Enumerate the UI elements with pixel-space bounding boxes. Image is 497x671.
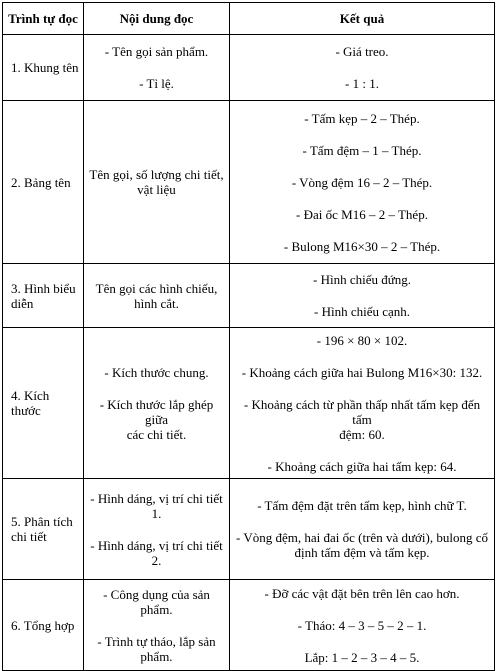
table-row (3, 479, 495, 580)
content-cell (84, 35, 230, 101)
header-row (3, 3, 495, 35)
result-line: - Bulong M16×30 – 2 – Thép. (283, 238, 441, 254)
step-text: diễn (11, 295, 34, 311)
result-line: - Khoảng cách từ phần thấp nhất tấm kẹp đến tấm (243, 396, 481, 427)
result-cell (230, 264, 495, 328)
result-line: - Giá treo. (335, 44, 389, 59)
result-line: - Hình chiếu cạnh. (313, 304, 411, 319)
result-line: - Tháo: 4 – 3 – 5 – 2 – 1. (297, 617, 427, 633)
result-line: - Khoảng cách giữa hai tấm kẹp: 64. (267, 458, 457, 474)
result-cell (230, 580, 495, 671)
content-line: - Tên gọi sản phẩm. (104, 44, 209, 59)
table-row (3, 264, 495, 328)
content-line: vật liệu (137, 182, 176, 197)
result-line: - Tấm đệm – 1 – Thép. (302, 142, 422, 158)
result-line: - Vòng đệm, hai đai ốc (trên và dưới), bulong cố (236, 530, 488, 545)
result-line: - Vòng đệm 16 – 2 – Thép. (291, 174, 433, 190)
step-text: 2. Bảng tên (11, 174, 71, 190)
content-cell (84, 264, 230, 328)
result-cell (230, 328, 495, 479)
content-cell (84, 328, 230, 479)
result-cell (230, 101, 495, 264)
content-cell (84, 101, 230, 264)
result-line: - Đai ốc M16 – 2 – Thép. (296, 206, 428, 222)
result-line: - Hình chiếu đứng. (312, 272, 412, 287)
content-line: - Tỉ lệ. (139, 76, 174, 91)
step-text: 1. Khung tên (11, 60, 79, 75)
content-line: hình cắt. (134, 295, 179, 311)
result-line: - Tấm đệm đặt trên tấm kẹp, hình chữ T. (257, 498, 467, 513)
result-line: - 196 × 80 × 102. (316, 332, 408, 348)
table-row (3, 328, 495, 479)
content-line: - Trình tự tháo, lắp sản (97, 633, 216, 649)
step-cell (3, 101, 84, 264)
result-line: Lắp: 1 – 2 – 3 – 4 – 5. (304, 649, 420, 665)
reading-table (2, 2, 495, 671)
content-line: - Công dụng của sản (103, 586, 210, 602)
step-cell (3, 35, 84, 101)
result-cell (230, 479, 495, 580)
content-cell (84, 479, 230, 580)
content-line: - Hình dáng, vị trí chi tiết (90, 537, 223, 553)
content-line: các chi tiết. (126, 426, 187, 442)
content-line: 2. (151, 552, 162, 568)
step-text: 6. Tổng hợp (11, 617, 75, 633)
content-line: - Hình dáng, vị trí chi tiết (90, 490, 223, 506)
content-line: 1. (151, 505, 162, 521)
step-cell (3, 328, 84, 479)
content-cell (84, 580, 230, 671)
table-row (3, 101, 495, 264)
step-text: chi tiết (11, 529, 47, 544)
result-line: - 1 : 1. (345, 76, 379, 91)
step-text: 4. Kích thước (11, 388, 50, 418)
table-row (3, 580, 495, 671)
result-line: - Khoảng cách giữa hai Bulong M16×30: 132. (241, 364, 483, 380)
result-line: - Tấm kẹp – 2 – Thép. (304, 110, 420, 126)
content-line: Tên gọi các hình chiếu, (95, 280, 218, 296)
content-line: phẩm. (140, 601, 173, 617)
content-line: - Kích thước lắp ghép giữa (99, 396, 214, 427)
table-row (3, 35, 495, 101)
step-cell (3, 580, 84, 671)
content-line: phẩm. (140, 648, 173, 664)
header-result: Kết quả (230, 3, 495, 35)
result-line: định tấm đệm và tấm kẹp. (294, 545, 430, 560)
result-line: - Đỡ các vật đặt bên trên lên cao hơn. (264, 585, 460, 601)
header-step: Trình tự đọc (3, 3, 84, 35)
content-line: Tên gọi, số lượng chi tiết, (89, 167, 224, 182)
step-text: 5. Phân tích (11, 514, 73, 529)
header-content: Nội dung đọc (84, 3, 230, 35)
step-cell (3, 264, 84, 328)
step-text: 3. Hình biểu (11, 280, 76, 296)
result-cell (230, 35, 495, 101)
step-cell (3, 479, 84, 580)
result-line: đệm: 60. (339, 426, 385, 442)
content-line: - Kích thước chung. (104, 364, 209, 380)
